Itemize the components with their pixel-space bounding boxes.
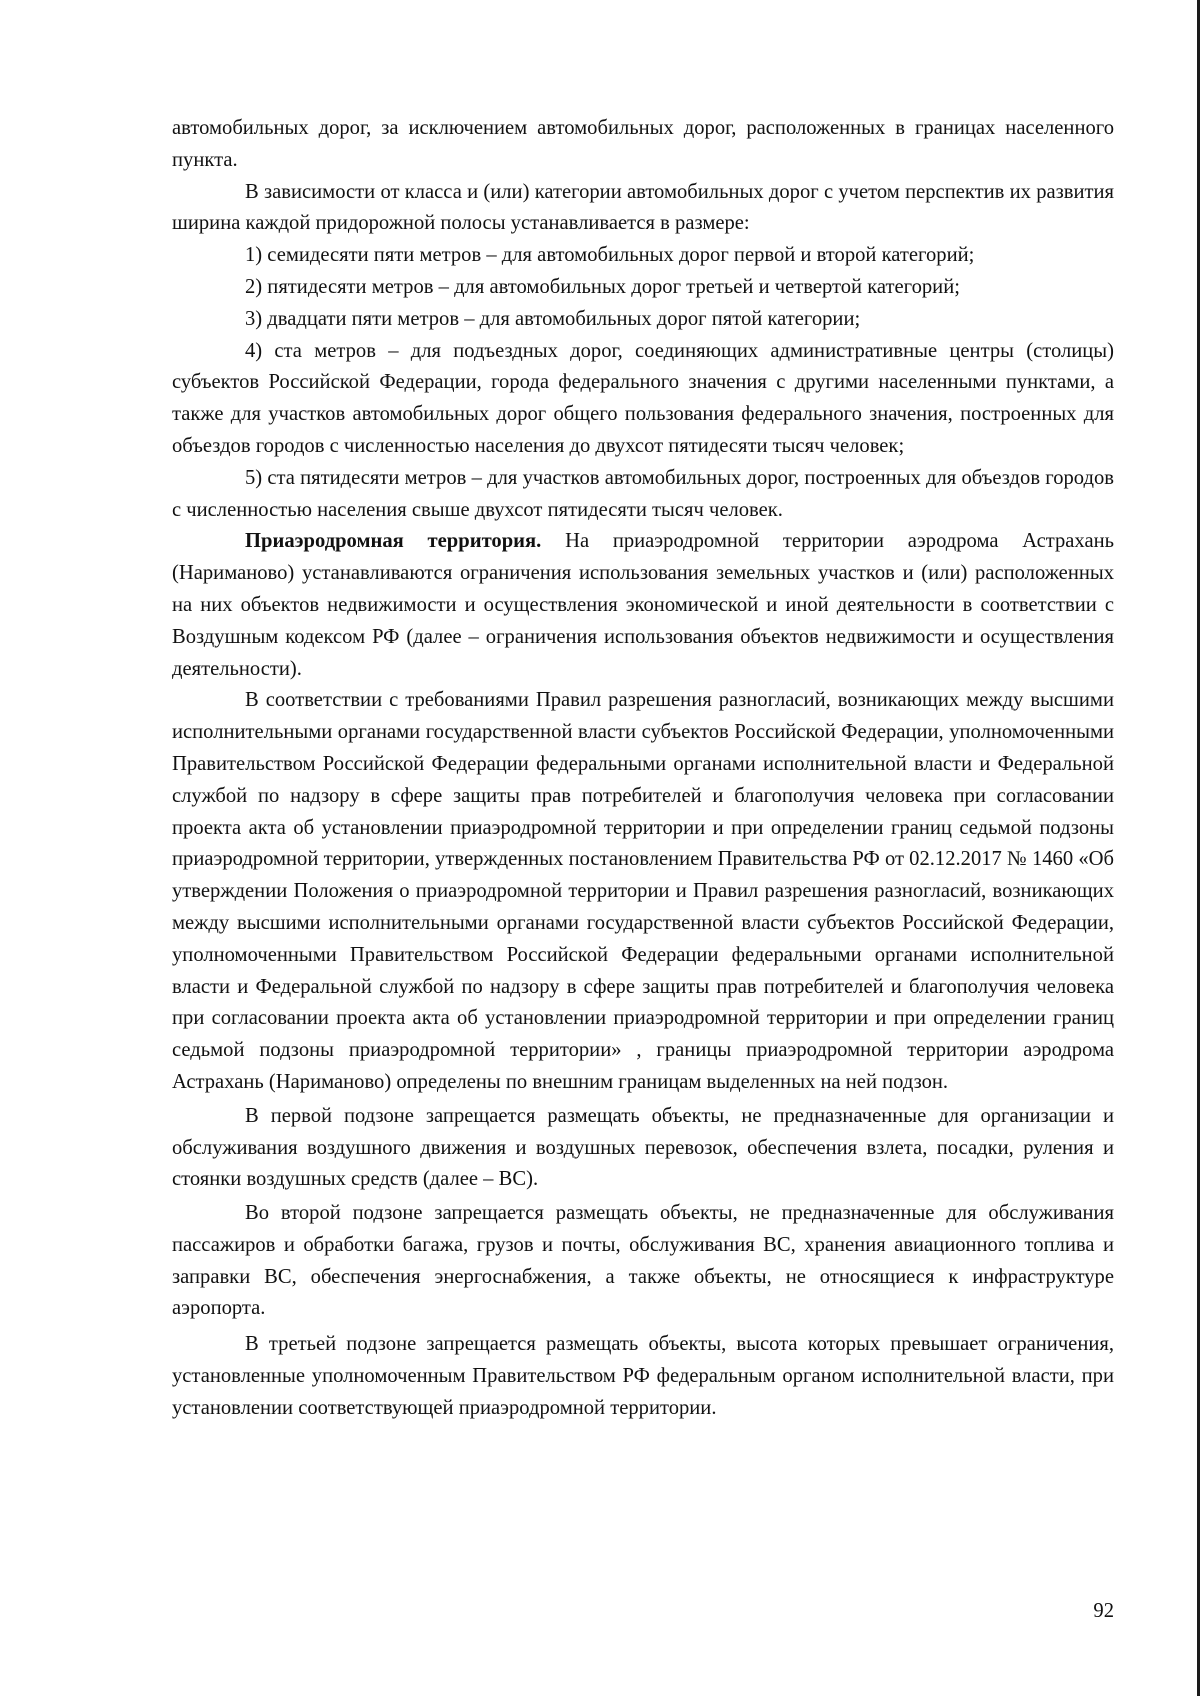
paragraph-rules: В соответствии с требованиями Правил разрешения разногласий, возникающих между высшими исполнительными органами государственной власти субъектов Российской Федерации, уполномоченными Правительством Российской Федерации федеральными органами исполнительной власти и Федеральной службой по надзору в сфере защиты прав потребителей и благополучия человека при согласовании проекта акта об установлении приаэродромной территории и при определении границ седьмой подзоны приаэродромной территории, утвержденных постановлением Правительства РФ от 02.12.2017 № 1460 «Об утверждении Положения о приаэродромной территории и Правил разрешения разногласий, возникающих между высшими исполнительными органами государственной власти субъектов Российской Федерации, уполномоченными Правительством Российской Федерации федеральными органами исполнительной власти и Федеральной службой по надзору в сфере защиты прав потребителей и благополучия человека при согласовании проекта акта об установлении приаэродромной территории и при определении границ седьмой подзоны приаэродромной территории» , границы приаэродромной территории аэродрома Астрахань (Нариманово) определены по внешним границам выделенных на ней подзон.: [172, 689, 1114, 1093]
list-item: 1) семидесяти пяти метров – для автомобильных дорог первой и второй категорий;: [245, 244, 975, 267]
paragraph-subzone-2: Во второй подзоне запрещается размещать объекты, не предназначенные для обслуживания пассажиров и обработки багажа, грузов и почты, обслуживания ВС, хранения авиационного топлива и заправки ВС, обеспечения энергоснабжения, а также объекты, не относящиеся к инфраструктуре аэропорта.: [172, 1202, 1114, 1320]
list-item: 2) пятидесяти метров – для автомобильных дорог третьей и четвертой категорий;: [245, 275, 960, 298]
paragraph-subzone-3: В третьей подзоне запрещается размещать объекты, высота которых превышает ограничения, установленные уполномоченным Правительством РФ федеральным органом исполнительной власти, при установлении соответствующей приаэродромной территории.: [172, 1333, 1114, 1419]
list-item: 5) ста пятидесяти метров – для участков автомобильных дорог, построенных для объездов городов с численностью населения свыше двухсот пятидесяти тысяч человек.: [172, 466, 1114, 521]
document-page: [172, 113, 1114, 1425]
list-item: 4) ста метров – для подъездных дорог, соединяющих административные центры (столицы) субъектов Российской Федерации, города федерального значения с другими населенными пунктами, а также для участков автомобильных дорог общего пользования федерального значения, построенных для объездов городов с численностью населения до двухсот пятидесяти тысяч человек;: [172, 339, 1114, 457]
paragraph-airfield-territory: [172, 526, 1114, 685]
paragraph-continuation: автомобильных дорог, за исключением автомобильных дорог, расположенных в границах населенного пункта.: [172, 117, 1114, 171]
paragraph-subzone-1: В первой подзоне запрещается размещать объекты, не предназначенные для организации и обслуживания воздушного движения и воздушных перевозок, обеспечения взлета, посадки, руления и стоянки воздушных средств (далее – ВС).: [172, 1104, 1114, 1191]
page-number: 92: [1093, 1600, 1114, 1622]
paragraph-width-intro: В зависимости от класса и (или) категории автомобильных дорог с учетом перспектив их развития ширина каждой придорожной полосы устанавливается в размере:: [172, 180, 1114, 235]
paragraph-text: На приаэродромной территории аэродрома Астрахань (Нариманово) устанавливаются ограничения использования земельных участков и (или) расположенных на них объектов недвижимости и осуществления экономической и иной деятельности в соответствии с Воздушным кодексом РФ (далее – ограничения использования объектов недвижимости и осуществления деятельности).: [172, 530, 1114, 680]
list-item: 3) двадцати пяти метров – для автомобильных дорог пятой категории;: [245, 307, 861, 330]
section-heading: Приаэродромная территория.: [245, 530, 542, 553]
